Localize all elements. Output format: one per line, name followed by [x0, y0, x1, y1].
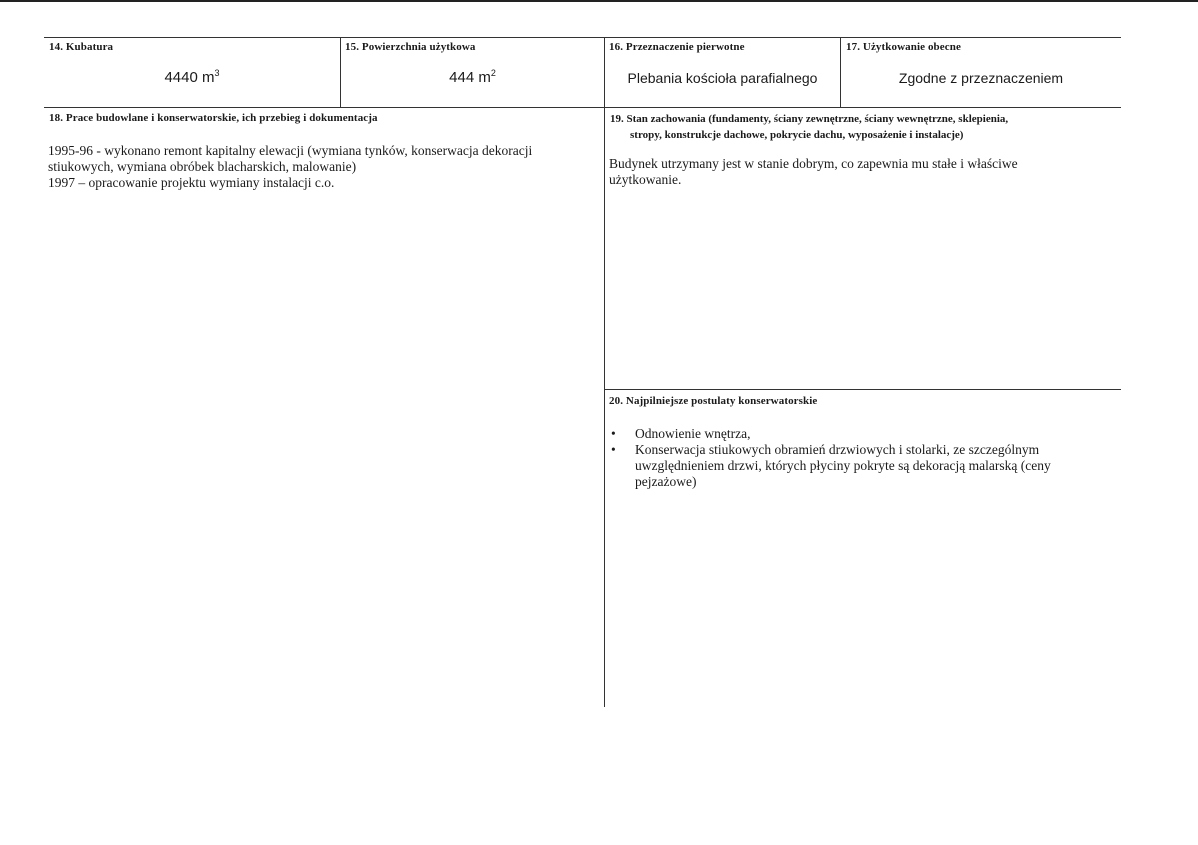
- postulat-1-line-1: Odnowienie wnętrza,: [635, 426, 751, 441]
- center-divider: [604, 37, 605, 707]
- scan-top-edge: [0, 0, 1198, 2]
- postulat-2-line-3: pejzażowe): [635, 474, 697, 489]
- powierzchnia-label: 15. Powierzchnia użytkowa: [345, 41, 476, 53]
- table-top-border: [44, 37, 1121, 38]
- stan-text-line-1: Budynek utrzymany jest w stanie dobrym, co zapewnia mu stałe i właściwe: [609, 156, 1018, 171]
- header-row-bottom-border: [44, 107, 1121, 108]
- postulat-2-line-1: Konserwacja stiukowych obramień drzwiowych i stolarki, ze szczególnym: [635, 442, 1040, 457]
- powierzchnia-number: 444 m: [449, 69, 491, 86]
- kubatura-value: [44, 68, 340, 86]
- kubatura-number: 4440 m: [164, 69, 215, 86]
- powierzchnia-value: [341, 68, 604, 86]
- uzytkowanie-label: 17. Użytkowanie obecne: [846, 41, 961, 53]
- bullet-icon: •: [611, 426, 616, 441]
- stan-label-line-1: 19. Stan zachowania (fundamenty, ściany zewnętrzne, ściany wewnętrzne, sklepienia,: [610, 113, 1009, 125]
- prace-line-3: 1997 – opracowanie projektu wymiany instalacji c.o.: [48, 175, 335, 190]
- prace-text: [48, 143, 598, 191]
- postulaty-label: 20. Najpilniejsze postulaty konserwatorskie: [609, 395, 818, 407]
- bullet-icon: •: [611, 442, 616, 457]
- list-item: [608, 426, 1118, 442]
- postulat-2-line-2: uwzględnieniem drzwi, których płyciny pokryte są dekoracją malarską (ceny: [635, 458, 1051, 473]
- prace-line-1: 1995-96 - wykonano remont kapitalny elewacji (wymiana tynków, konserwacja dekoracji: [48, 143, 533, 158]
- list-item: [608, 442, 1118, 490]
- section-20-top-border: [604, 389, 1121, 390]
- powierzchnia-exponent: 2: [490, 68, 496, 78]
- prace-line-2: stiukowych, wymiana obróbek blacharskich, malowanie): [48, 159, 357, 174]
- stan-label-line-2: stropy, konstrukcje dachowe, pokrycie dachu, wyposażenie i instalacje): [630, 129, 964, 141]
- prace-label: 18. Prace budowlane i konserwatorskie, ich przebieg i dokumentacja: [49, 112, 378, 124]
- postulaty-list: [608, 426, 1118, 490]
- stan-label: [610, 111, 1115, 143]
- kubatura-label: 14. Kubatura: [49, 41, 114, 53]
- stan-text: [609, 156, 1114, 188]
- stan-text-line-2: użytkowanie.: [609, 172, 682, 187]
- przeznaczenie-value: Plebania kościoła parafialnego: [627, 70, 818, 86]
- kubatura-exponent: 3: [214, 68, 220, 78]
- przeznaczenie-label: 16. Przeznaczenie pierwotne: [609, 41, 745, 53]
- uzytkowanie-value: Zgodne z przeznaczeniem: [898, 70, 1064, 86]
